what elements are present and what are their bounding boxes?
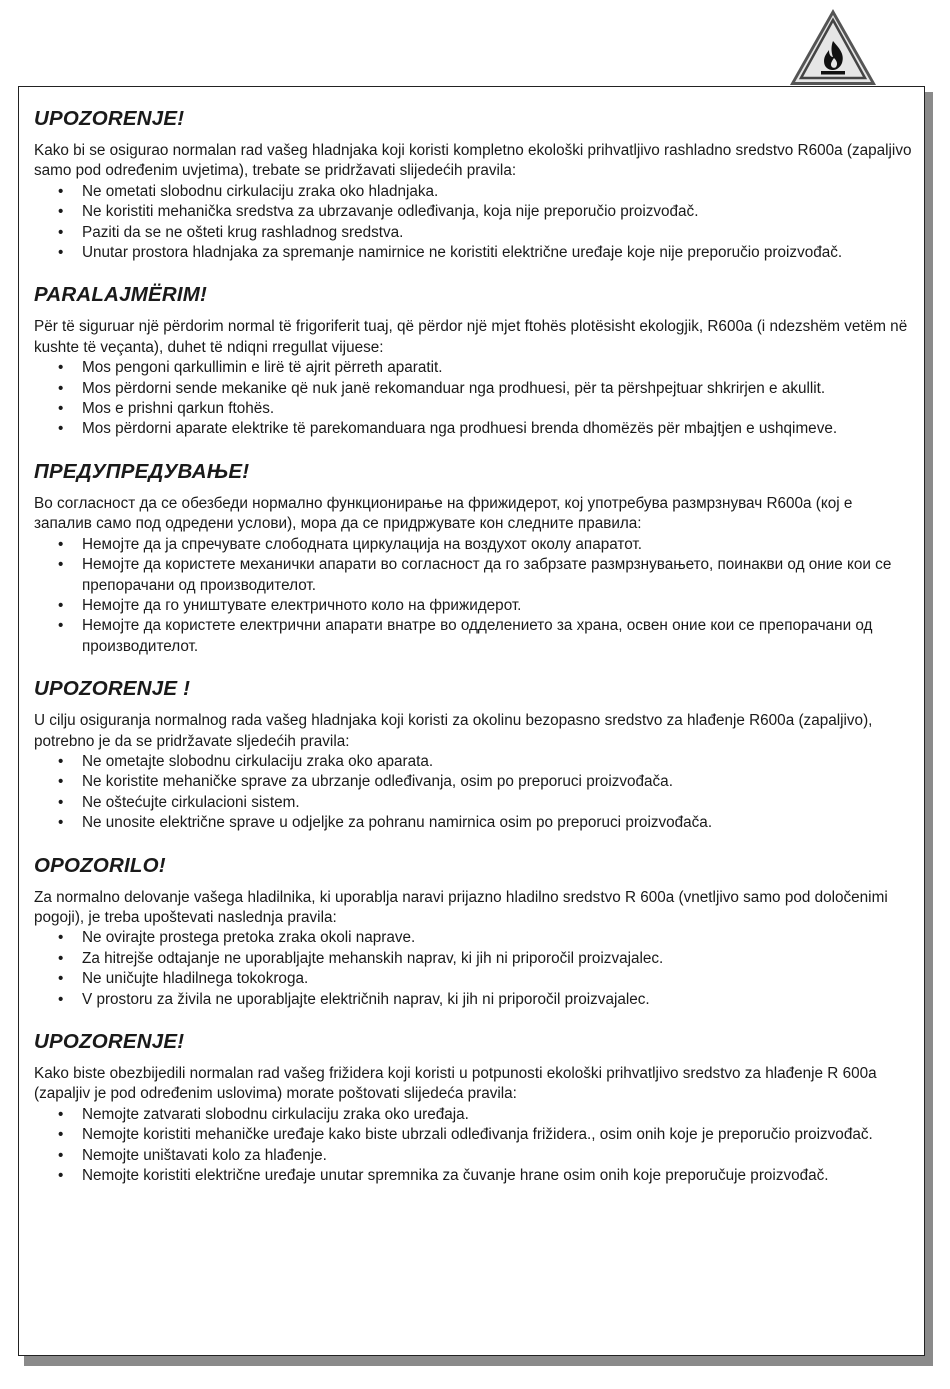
section-intro: Во согласност да се обезбеди нормално функционирање на фрижидерот, кој употребува размрзнувач R600a (кој е запалив само под одредени услови), мора да се придржувате кон следните правила: bbox=[34, 494, 853, 533]
rule-item: • Mos pengoni qarkullimin e lirë të ajrit përreth aparatit. bbox=[82, 358, 914, 378]
warning-section-3 bbox=[34, 460, 914, 657]
warning-section-5 bbox=[34, 854, 914, 1010]
rule-item: • Nemojte koristiti mehaničke uređaje kako biste ubrzali odleđivanja frižidera., osim onih koje je preporučio proizvođač. bbox=[82, 1125, 914, 1145]
flammable-warning-icon bbox=[787, 6, 879, 88]
rule-item: • Немојте да користете механички апарати во согласност да го забрзате размрзнувањето, поинакви од оние кои се препорачани од производителот. bbox=[82, 555, 914, 596]
warning-document-frame bbox=[18, 86, 925, 1356]
rule-item: • Nemojte zatvarati slobodnu cirkulaciju zraka oko uređaja. bbox=[82, 1105, 914, 1125]
warning-section-2 bbox=[34, 283, 914, 439]
warning-section-1 bbox=[34, 107, 914, 263]
section-heading: UPOZORENJE ! bbox=[34, 677, 191, 701]
rule-item: • Немојте да го уништувате електричното коло на фрижидерот. bbox=[82, 596, 914, 616]
section-intro: Kako biste obezbijedili normalan rad vašeg frižidera koji koristi u potpunosti ekološki prihvatljivo sredstvo za hlađenje R 600a (zapaljiv je pod određenim uslovima) morate poštovati slijedeća pravila: bbox=[34, 1065, 877, 1103]
rule-item: • Mos përdorni aparate elektrike të parekomanduara nga prodhuesi brenda dhomëzës për mbajtjen e ushqimeve. bbox=[82, 419, 914, 439]
rule-list bbox=[34, 752, 914, 834]
rule-item: • Ne koristiti mehanička sredstva za ubrzavanje odleđivanja, koja nije preporučio proizvođač. bbox=[82, 202, 914, 222]
section-heading: PARALAJMËRIM! bbox=[34, 283, 208, 307]
section-intro: Për të siguruar një përdorim normal të frigoriferit tuaj, që përdor një mjet ftohës plotësisht ekologjik, R600a (i ndezshëm vetëm në kushte të veçanta), duhet të ndiqni rregullat vijuese: bbox=[34, 318, 908, 356]
rule-list bbox=[34, 1105, 914, 1187]
rule-list bbox=[34, 358, 914, 440]
rule-item: • Unutar prostora hladnjaka za spremanje namirnice ne koristiti električne uređaje koje nije preporučio proizvođač. bbox=[82, 243, 914, 263]
section-intro: U cilju osiguranja normalnog rada vašeg hladnjaka koji koristi za okolinu bezopasno sredstvo za hlađenje R600a (zapaljivo), potrebno je da se pridržavate sljedećih pravila: bbox=[34, 712, 873, 750]
rule-item: • Немојте да користете електрични апарати внатре во одделението за храна, освен оние кои се препорачани од производителот. bbox=[82, 616, 914, 657]
rule-list bbox=[34, 182, 914, 264]
rule-item: • V prostoru za živila ne uporabljajte električnih naprav, ki jih ni priporočil proizvajalec. bbox=[82, 990, 914, 1010]
warning-section-4 bbox=[34, 677, 914, 833]
section-heading: ПРЕДУПРЕДУВАЊЕ! bbox=[34, 459, 250, 483]
rule-item: • Ne ovirajte prostega pretoka zraka okoli naprave. bbox=[82, 928, 914, 948]
rule-item: • Nemojte uništavati kolo za hlađenje. bbox=[82, 1146, 914, 1166]
section-heading: UPOZORENJE! bbox=[34, 107, 185, 130]
rule-item: • Немојте да ја спречувате слободната циркулација на воздухот околу апаратот. bbox=[82, 535, 914, 555]
rule-item: • Ne ometati slobodnu cirkulaciju zraka oko hladnjaka. bbox=[82, 182, 914, 202]
section-heading: UPOZORENJE! bbox=[34, 1030, 185, 1053]
section-intro: Za normalno delovanje vašega hladilnika, ki uporablja naravi prijazno hladilno sredstvo R 600a (vnetljivo samo pod določenimi pogoji), je treba upoštevati naslednja pravila: bbox=[34, 888, 888, 926]
rule-list bbox=[34, 535, 914, 657]
rule-item: • Nemojte koristiti električne uređaje unutar spremnika za čuvanje hrane osim onih koje preporučuje proizvođač. bbox=[82, 1166, 914, 1186]
warning-section-6 bbox=[34, 1030, 914, 1186]
section-intro: Kako bi se osigurao normalan rad vašeg hladnjaka koji koristi kompletno ekološki prihvatljivo rashladno sredstvo R600a (zapaljivo samo pod određenim uvjetima), trebate se pridržavati slijedećih pravila: bbox=[34, 142, 912, 180]
rule-item: • Ne uničujte hladilnega tokokroga. bbox=[82, 969, 914, 989]
rule-list bbox=[34, 928, 914, 1010]
rule-item: • Mos e prishni qarkun ftohës. bbox=[82, 399, 914, 419]
rule-item: • Ne unosite električne sprave u odjeljke za pohranu namirnica osim po preporuci proizvođača. bbox=[82, 813, 914, 833]
section-heading: OPOZORILO! bbox=[34, 853, 166, 877]
rule-item: • Ne koristite mehaničke sprave za ubrzanje odleđivanja, osim po preporuci proizvođača. bbox=[82, 772, 914, 792]
warning-content bbox=[34, 107, 914, 1206]
rule-item: • Ne ometajte slobodnu cirkulaciju zraka oko aparata. bbox=[82, 752, 914, 772]
rule-item: • Paziti da se ne ošteti krug rashladnog sredstva. bbox=[82, 223, 914, 243]
rule-item: • Ne oštećujte cirkulacioni sistem. bbox=[82, 793, 914, 813]
rule-item: • Mos përdorni sende mekanike që nuk janë rekomanduar nga prodhuesi, për ta përshpejtuar shkrirjen e akullit. bbox=[82, 379, 914, 399]
rule-item: • Za hitrejše odtajanje ne uporabljajte mehanskih naprav, ki jih ni priporočil proizvajalec. bbox=[82, 949, 914, 969]
